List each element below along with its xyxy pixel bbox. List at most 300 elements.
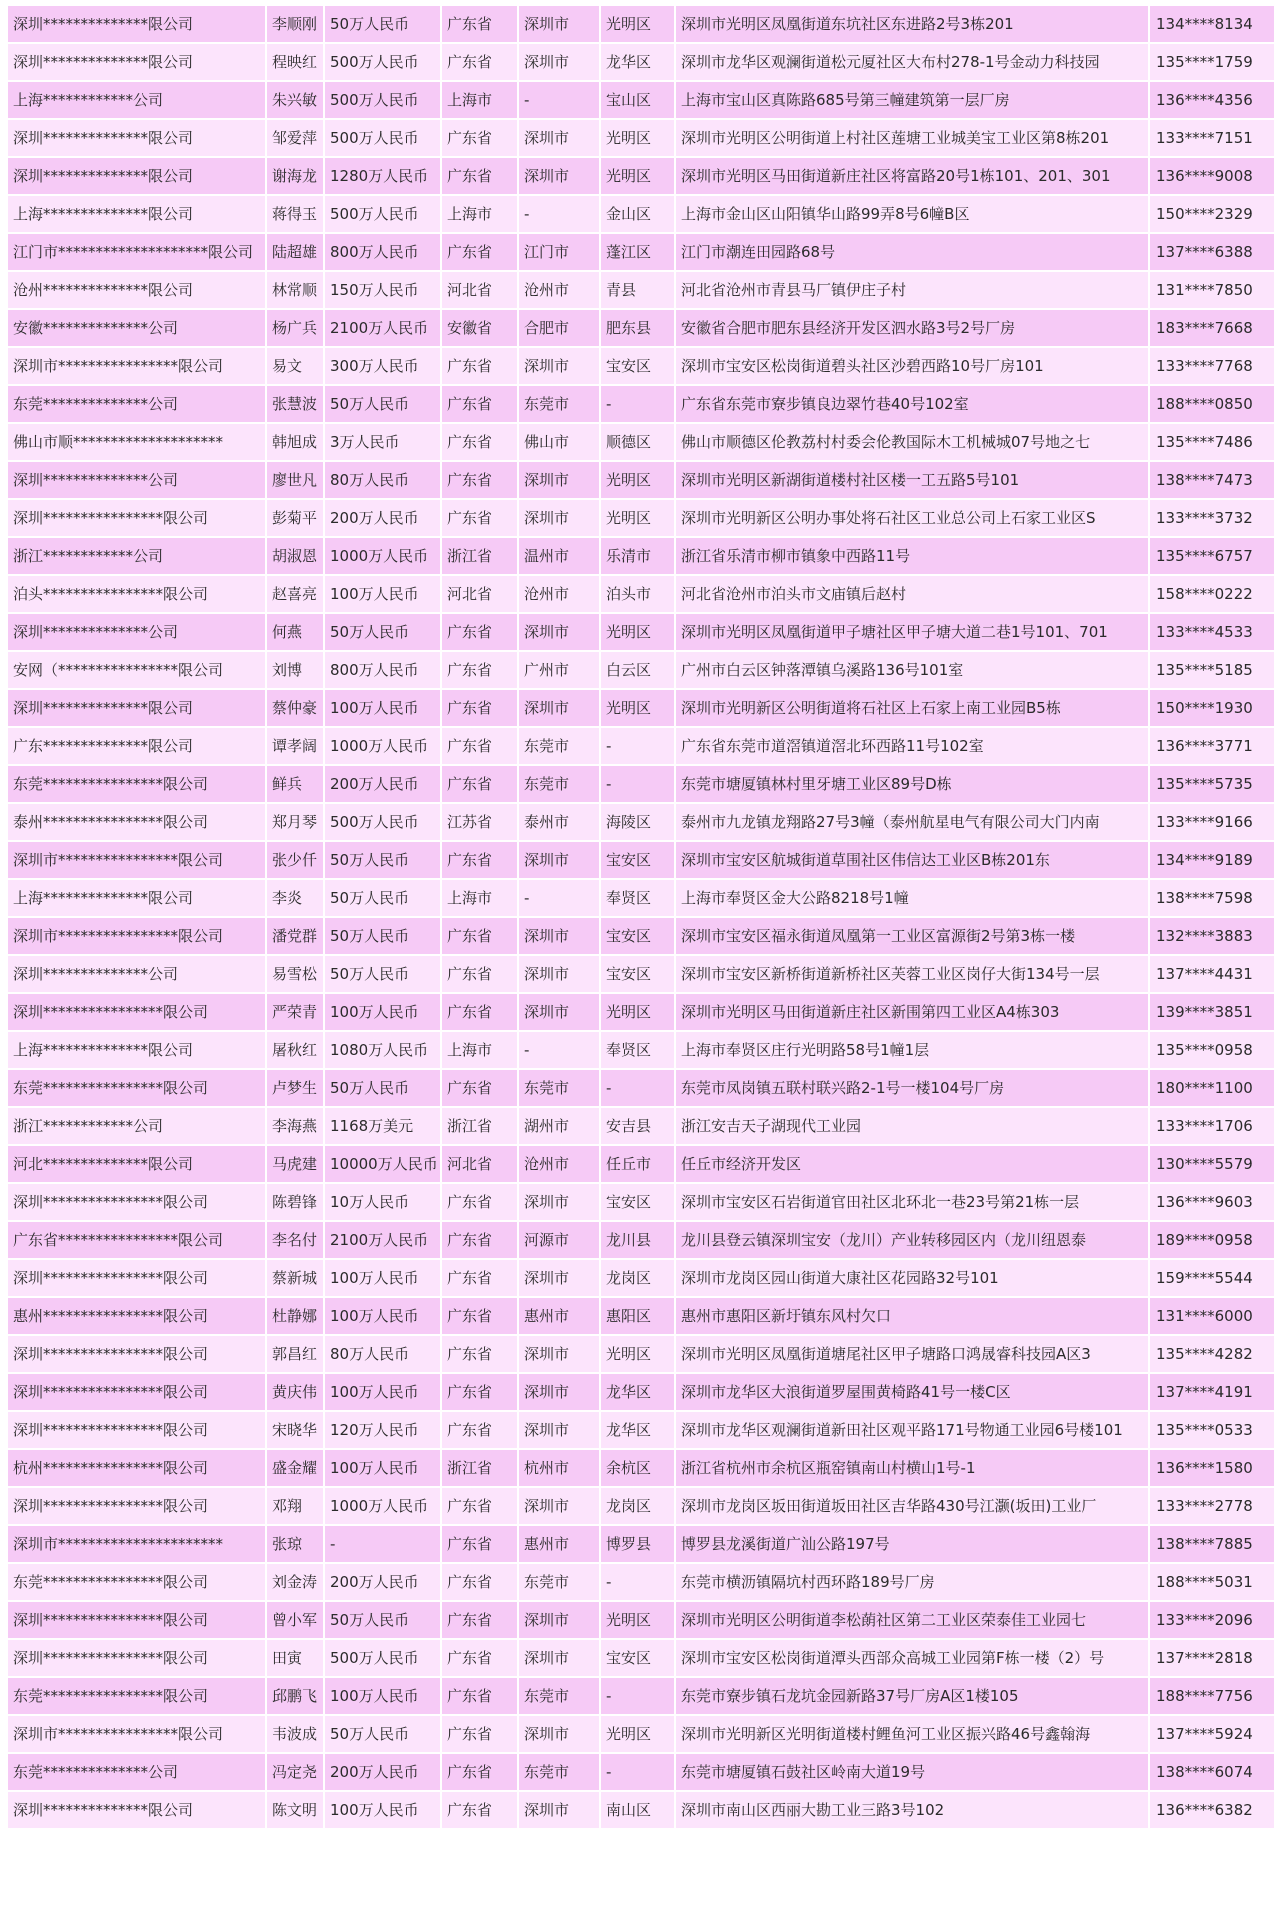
cell-district: 泊头市 xyxy=(601,576,674,612)
cell-company: 东莞****************限公司 xyxy=(8,1678,265,1714)
cell-company: 浙江************公司 xyxy=(8,1108,265,1144)
cell-contact: 蒋得玉 xyxy=(267,196,323,232)
cell-province: 广东省 xyxy=(442,1602,517,1638)
cell-address: 河北省沧州市青县马厂镇伊庄子村 xyxy=(676,272,1148,308)
cell-contact: 易文 xyxy=(267,348,323,384)
cell-city: 深圳市 xyxy=(519,614,599,650)
cell-province: 安徽省 xyxy=(442,310,517,346)
table-row xyxy=(8,386,1274,422)
cell-district: 光明区 xyxy=(601,158,674,194)
table-row xyxy=(8,690,1274,726)
cell-district: - xyxy=(601,1564,674,1600)
cell-address: 深圳市光明新区公明办事处将石社区工业总公司上石家工业区S xyxy=(676,500,1148,536)
cell-phone: 138****7598 xyxy=(1150,880,1274,916)
cell-phone: 138****6074 xyxy=(1150,1754,1274,1790)
cell-district: - xyxy=(601,728,674,764)
cell-phone: 133****2096 xyxy=(1150,1602,1274,1638)
cell-contact: 韩旭成 xyxy=(267,424,323,460)
cell-capital: 80万人民币 xyxy=(325,462,440,498)
cell-company: 东莞**************公司 xyxy=(8,386,265,422)
cell-contact: 张慧波 xyxy=(267,386,323,422)
cell-company: 深圳**************公司 xyxy=(8,614,265,650)
cell-address: 浙江省杭州市余杭区瓶窑镇南山村横山1号-1 xyxy=(676,1450,1148,1486)
cell-address: 博罗县龙溪街道广汕公路197号 xyxy=(676,1526,1148,1562)
cell-district: 余杭区 xyxy=(601,1450,674,1486)
cell-district: 安吉县 xyxy=(601,1108,674,1144)
cell-city: 深圳市 xyxy=(519,1184,599,1220)
cell-province: 广东省 xyxy=(442,1792,517,1828)
cell-city: 东莞市 xyxy=(519,1678,599,1714)
cell-city: 深圳市 xyxy=(519,348,599,384)
cell-contact: 杜静娜 xyxy=(267,1298,323,1334)
cell-province: 广东省 xyxy=(442,462,517,498)
table-row xyxy=(8,462,1274,498)
table-row xyxy=(8,1488,1274,1524)
cell-company: 深圳****************限公司 xyxy=(8,1184,265,1220)
cell-phone: 133****4533 xyxy=(1150,614,1274,650)
table-row xyxy=(8,766,1274,802)
cell-capital: 50万人民币 xyxy=(325,6,440,42)
cell-district: 龙岗区 xyxy=(601,1260,674,1296)
cell-contact: 李海燕 xyxy=(267,1108,323,1144)
cell-address: 深圳市光明新区光明街道楼村鲤鱼河工业区振兴路46号鑫翰海 xyxy=(676,1716,1148,1752)
cell-phone: 133****3732 xyxy=(1150,500,1274,536)
table-row xyxy=(8,310,1274,346)
cell-phone: 133****1706 xyxy=(1150,1108,1274,1144)
cell-capital: 500万人民币 xyxy=(325,44,440,80)
cell-capital: 3万人民币 xyxy=(325,424,440,460)
cell-city: 惠州市 xyxy=(519,1298,599,1334)
cell-capital: 50万人民币 xyxy=(325,614,440,650)
cell-capital: 100万人民币 xyxy=(325,690,440,726)
cell-capital: 50万人民币 xyxy=(325,842,440,878)
cell-city: - xyxy=(519,1032,599,1068)
cell-capital: 500万人民币 xyxy=(325,804,440,840)
cell-contact: 陈文明 xyxy=(267,1792,323,1828)
cell-province: 广东省 xyxy=(442,956,517,992)
cell-phone: 138****7885 xyxy=(1150,1526,1274,1562)
table-row xyxy=(8,1070,1274,1106)
cell-district: 宝安区 xyxy=(601,956,674,992)
cell-capital: 120万人民币 xyxy=(325,1412,440,1448)
cell-city: 沧州市 xyxy=(519,1146,599,1182)
cell-phone: 150****1930 xyxy=(1150,690,1274,726)
cell-district: 宝安区 xyxy=(601,842,674,878)
cell-phone: 136****3771 xyxy=(1150,728,1274,764)
cell-province: 河北省 xyxy=(442,1146,517,1182)
cell-province: 上海市 xyxy=(442,880,517,916)
table-row xyxy=(8,44,1274,80)
cell-contact: 屠秋红 xyxy=(267,1032,323,1068)
cell-province: 广东省 xyxy=(442,1526,517,1562)
cell-address: 东莞市寮步镇石龙坑金园新路37号厂房A区1楼105 xyxy=(676,1678,1148,1714)
cell-address: 深圳市光明区凤凰街道东坑社区东进路2号3栋201 xyxy=(676,6,1148,42)
cell-city: 深圳市 xyxy=(519,500,599,536)
cell-city: 深圳市 xyxy=(519,120,599,156)
cell-capital: 100万人民币 xyxy=(325,1298,440,1334)
cell-province: 广东省 xyxy=(442,500,517,536)
cell-district: 奉贤区 xyxy=(601,1032,674,1068)
cell-contact: 张少仟 xyxy=(267,842,323,878)
cell-address: 深圳市宝安区石岩街道官田社区北环北一巷23号第21栋一层 xyxy=(676,1184,1148,1220)
cell-city: 合肥市 xyxy=(519,310,599,346)
cell-contact: 程映红 xyxy=(267,44,323,80)
cell-province: 上海市 xyxy=(442,82,517,118)
cell-capital: 50万人民币 xyxy=(325,386,440,422)
cell-district: 宝安区 xyxy=(601,918,674,954)
cell-company: 上海**************限公司 xyxy=(8,196,265,232)
cell-province: 广东省 xyxy=(442,1754,517,1790)
cell-contact: 宋晓华 xyxy=(267,1412,323,1448)
cell-province: 广东省 xyxy=(442,1678,517,1714)
cell-address: 深圳市光明新区公明街道将石社区上石家上南工业园B5栋 xyxy=(676,690,1148,726)
table-row xyxy=(8,576,1274,612)
table-row xyxy=(8,1222,1274,1258)
table-row xyxy=(8,1374,1274,1410)
cell-company: 深圳市********************** xyxy=(8,1526,265,1562)
cell-phone: 135****7486 xyxy=(1150,424,1274,460)
cell-capital: 500万人民币 xyxy=(325,82,440,118)
cell-contact: 卢梦生 xyxy=(267,1070,323,1106)
cell-city: 深圳市 xyxy=(519,1336,599,1372)
table-row xyxy=(8,1146,1274,1182)
cell-phone: 180****1100 xyxy=(1150,1070,1274,1106)
cell-province: 广东省 xyxy=(442,1374,517,1410)
cell-province: 广东省 xyxy=(442,994,517,1030)
cell-address: 佛山市顺德区伦教荔村村委会伦教国际木工机械城07号地之七 xyxy=(676,424,1148,460)
cell-phone: 188****5031 xyxy=(1150,1564,1274,1600)
cell-province: 广东省 xyxy=(442,158,517,194)
cell-company: 泊头****************限公司 xyxy=(8,576,265,612)
cell-district: 光明区 xyxy=(601,462,674,498)
cell-phone: 137****4431 xyxy=(1150,956,1274,992)
cell-district: - xyxy=(601,1070,674,1106)
cell-contact: 田寅 xyxy=(267,1640,323,1676)
cell-district: - xyxy=(601,386,674,422)
cell-province: 浙江省 xyxy=(442,538,517,574)
cell-capital: 200万人民币 xyxy=(325,500,440,536)
cell-contact: 李顺刚 xyxy=(267,6,323,42)
cell-company: 沧州**************限公司 xyxy=(8,272,265,308)
table-row xyxy=(8,956,1274,992)
cell-city: 惠州市 xyxy=(519,1526,599,1562)
cell-company: 深圳**************限公司 xyxy=(8,1792,265,1828)
cell-capital: 200万人民币 xyxy=(325,1564,440,1600)
cell-province: 广东省 xyxy=(442,1640,517,1676)
cell-city: 深圳市 xyxy=(519,1716,599,1752)
cell-address: 深圳市光明区马田街道新庄社区新围第四工业区A4栋303 xyxy=(676,994,1148,1030)
cell-province: 河北省 xyxy=(442,272,517,308)
table-row xyxy=(8,1792,1274,1828)
table-row xyxy=(8,1754,1274,1790)
cell-district: 顺德区 xyxy=(601,424,674,460)
cell-phone: 135****0958 xyxy=(1150,1032,1274,1068)
table-row xyxy=(8,158,1274,194)
cell-phone: 158****0222 xyxy=(1150,576,1274,612)
cell-city: 深圳市 xyxy=(519,918,599,954)
cell-district: 龙华区 xyxy=(601,1412,674,1448)
cell-district: 白云区 xyxy=(601,652,674,688)
cell-city: 广州市 xyxy=(519,652,599,688)
cell-province: 广东省 xyxy=(442,652,517,688)
cell-district: 乐清市 xyxy=(601,538,674,574)
cell-district: 惠阳区 xyxy=(601,1298,674,1334)
cell-address: 东莞市塘厦镇石鼓社区岭南大道19号 xyxy=(676,1754,1148,1790)
cell-phone: 134****8134 xyxy=(1150,6,1274,42)
table-row xyxy=(8,728,1274,764)
table-row xyxy=(8,1412,1274,1448)
cell-capital: 200万人民币 xyxy=(325,1754,440,1790)
cell-district: 海陵区 xyxy=(601,804,674,840)
cell-district: 奉贤区 xyxy=(601,880,674,916)
cell-address: 浙江安吉天子湖现代工业园 xyxy=(676,1108,1148,1144)
cell-company: 深圳市****************限公司 xyxy=(8,918,265,954)
cell-contact: 林常顺 xyxy=(267,272,323,308)
table-row xyxy=(8,1678,1274,1714)
cell-address: 深圳市光明区凤凰街道塘尾社区甲子塘路口鸿晟睿科技园A区3 xyxy=(676,1336,1148,1372)
cell-city: 深圳市 xyxy=(519,1260,599,1296)
cell-city: 东莞市 xyxy=(519,1070,599,1106)
cell-contact: 刘博 xyxy=(267,652,323,688)
cell-company: 深圳****************限公司 xyxy=(8,1640,265,1676)
cell-company: 深圳**************限公司 xyxy=(8,6,265,42)
cell-city: 沧州市 xyxy=(519,576,599,612)
cell-capital: 50万人民币 xyxy=(325,1602,440,1638)
cell-city: 深圳市 xyxy=(519,994,599,1030)
table-row xyxy=(8,1184,1274,1220)
table-row xyxy=(8,348,1274,384)
cell-company: 上海************公司 xyxy=(8,82,265,118)
cell-phone: 133****7151 xyxy=(1150,120,1274,156)
cell-city: 东莞市 xyxy=(519,766,599,802)
cell-company: 上海**************限公司 xyxy=(8,880,265,916)
cell-contact: 鲜兵 xyxy=(267,766,323,802)
cell-address: 上海市金山区山阳镇华山路99弄8号6幢B区 xyxy=(676,196,1148,232)
table-row xyxy=(8,1298,1274,1334)
cell-capital: 80万人民币 xyxy=(325,1336,440,1372)
cell-address: 深圳市南山区西丽大勘工业三路3号102 xyxy=(676,1792,1148,1828)
cell-company: 上海**************限公司 xyxy=(8,1032,265,1068)
cell-company: 深圳**************限公司 xyxy=(8,690,265,726)
cell-address: 上海市奉贤区金大公路8218号1幢 xyxy=(676,880,1148,916)
cell-contact: 刘金涛 xyxy=(267,1564,323,1600)
cell-contact: 邓翔 xyxy=(267,1488,323,1524)
cell-city: 杭州市 xyxy=(519,1450,599,1486)
cell-company: 深圳****************限公司 xyxy=(8,1336,265,1372)
cell-contact: 谢海龙 xyxy=(267,158,323,194)
table-row xyxy=(8,614,1274,650)
cell-district: 肥东县 xyxy=(601,310,674,346)
cell-city: 深圳市 xyxy=(519,1374,599,1410)
cell-city: - xyxy=(519,880,599,916)
cell-contact: 蔡仲豪 xyxy=(267,690,323,726)
cell-city: 深圳市 xyxy=(519,1640,599,1676)
cell-city: 深圳市 xyxy=(519,1412,599,1448)
cell-company: 深圳****************限公司 xyxy=(8,1602,265,1638)
table-row xyxy=(8,842,1274,878)
cell-phone: 136****4356 xyxy=(1150,82,1274,118)
cell-company: 深圳市****************限公司 xyxy=(8,348,265,384)
cell-address: 深圳市光明区公明街道上村社区莲塘工业城美宝工业区第8栋201 xyxy=(676,120,1148,156)
cell-city: 深圳市 xyxy=(519,1488,599,1524)
cell-district: 光明区 xyxy=(601,1336,674,1372)
cell-address: 广东省东莞市道滘镇道滘北环西路11号102室 xyxy=(676,728,1148,764)
cell-province: 广东省 xyxy=(442,1070,517,1106)
cell-capital: 100万人民币 xyxy=(325,1260,440,1296)
cell-phone: 137****4191 xyxy=(1150,1374,1274,1410)
cell-province: 广东省 xyxy=(442,1184,517,1220)
cell-district: 光明区 xyxy=(601,500,674,536)
cell-capital: 500万人民币 xyxy=(325,1640,440,1676)
cell-phone: 135****4282 xyxy=(1150,1336,1274,1372)
table-row xyxy=(8,424,1274,460)
cell-phone: 133****9166 xyxy=(1150,804,1274,840)
cell-address: 深圳市宝安区松岗街道潭头西部众高城工业园第F栋一楼（2）号 xyxy=(676,1640,1148,1676)
cell-city: 深圳市 xyxy=(519,690,599,726)
cell-province: 广东省 xyxy=(442,424,517,460)
cell-province: 广东省 xyxy=(442,728,517,764)
table-row xyxy=(8,196,1274,232)
cell-district: 金山区 xyxy=(601,196,674,232)
cell-province: 广东省 xyxy=(442,1222,517,1258)
cell-city: 深圳市 xyxy=(519,842,599,878)
cell-phone: 137****2818 xyxy=(1150,1640,1274,1676)
cell-contact: 朱兴敏 xyxy=(267,82,323,118)
cell-address: 深圳市宝安区福永街道凤凰第一工业区富源街2号第3栋一楼 xyxy=(676,918,1148,954)
table-row xyxy=(8,1526,1274,1562)
cell-province: 广东省 xyxy=(442,1488,517,1524)
cell-capital: 1000万人民币 xyxy=(325,538,440,574)
cell-contact: 马虎建 xyxy=(267,1146,323,1182)
cell-city: 东莞市 xyxy=(519,728,599,764)
cell-phone: 136****6382 xyxy=(1150,1792,1274,1828)
cell-address: 任丘市经济开发区 xyxy=(676,1146,1148,1182)
cell-contact: 陈碧锋 xyxy=(267,1184,323,1220)
cell-district: 龙华区 xyxy=(601,44,674,80)
cell-district: - xyxy=(601,766,674,802)
cell-company: 浙江************公司 xyxy=(8,538,265,574)
cell-company: 广东**************限公司 xyxy=(8,728,265,764)
cell-province: 上海市 xyxy=(442,196,517,232)
cell-province: 广东省 xyxy=(442,1412,517,1448)
cell-phone: 136****1580 xyxy=(1150,1450,1274,1486)
cell-address: 安徽省合肥市肥东县经济开发区泗水路3号2号厂房 xyxy=(676,310,1148,346)
table-row xyxy=(8,1602,1274,1638)
cell-contact: 何燕 xyxy=(267,614,323,650)
cell-capital: 50万人民币 xyxy=(325,1716,440,1752)
table-row xyxy=(8,918,1274,954)
cell-province: 江苏省 xyxy=(442,804,517,840)
cell-province: 广东省 xyxy=(442,1716,517,1752)
table-row xyxy=(8,804,1274,840)
cell-address: 深圳市宝安区松岗街道碧头社区沙碧西路10号厂房101 xyxy=(676,348,1148,384)
table-row xyxy=(8,6,1274,42)
cell-company: 深圳****************限公司 xyxy=(8,1412,265,1448)
cell-phone: 130****5579 xyxy=(1150,1146,1274,1182)
cell-address: 泰州市九龙镇龙翔路27号3幢（泰州航星电气有限公司大门内南 xyxy=(676,804,1148,840)
cell-city: 佛山市 xyxy=(519,424,599,460)
cell-district: 博罗县 xyxy=(601,1526,674,1562)
cell-contact: 陆超雄 xyxy=(267,234,323,270)
cell-phone: 137****6388 xyxy=(1150,234,1274,270)
cell-contact: 廖世凡 xyxy=(267,462,323,498)
cell-capital: 100万人民币 xyxy=(325,1374,440,1410)
cell-city: 河源市 xyxy=(519,1222,599,1258)
cell-capital: 500万人民币 xyxy=(325,120,440,156)
cell-city: - xyxy=(519,82,599,118)
cell-address: 深圳市光明区凤凰街道甲子塘社区甲子塘大道二巷1号101、701 xyxy=(676,614,1148,650)
cell-capital: 1000万人民币 xyxy=(325,1488,440,1524)
cell-address: 深圳市光明区新湖街道楼村社区楼一工五路5号101 xyxy=(676,462,1148,498)
cell-phone: 135****5185 xyxy=(1150,652,1274,688)
cell-contact: 严荣青 xyxy=(267,994,323,1030)
cell-province: 广东省 xyxy=(442,1564,517,1600)
cell-company: 深圳**************限公司 xyxy=(8,44,265,80)
cell-phone: 159****5544 xyxy=(1150,1260,1274,1296)
cell-company: 东莞**************公司 xyxy=(8,1754,265,1790)
cell-contact: 曾小军 xyxy=(267,1602,323,1638)
cell-capital: 200万人民币 xyxy=(325,766,440,802)
cell-province: 广东省 xyxy=(442,386,517,422)
cell-district: 宝安区 xyxy=(601,1640,674,1676)
cell-province: 上海市 xyxy=(442,1032,517,1068)
cell-contact: 郑月琴 xyxy=(267,804,323,840)
cell-capital: 300万人民币 xyxy=(325,348,440,384)
cell-district: 光明区 xyxy=(601,994,674,1030)
cell-province: 广东省 xyxy=(442,120,517,156)
cell-capital: 1168万美元 xyxy=(325,1108,440,1144)
table-row xyxy=(8,880,1274,916)
cell-address: 深圳市宝安区航城街道草围社区伟信达工业区B栋201东 xyxy=(676,842,1148,878)
cell-capital: 50万人民币 xyxy=(325,1070,440,1106)
cell-company: 江门市********************限公司 xyxy=(8,234,265,270)
cell-company: 深圳****************限公司 xyxy=(8,500,265,536)
company-table xyxy=(6,4,1276,1830)
cell-company: 深圳市****************限公司 xyxy=(8,1716,265,1752)
cell-contact: 谭孝阔 xyxy=(267,728,323,764)
cell-address: 龙川县登云镇深圳宝安（龙川）产业转移园区内（龙川纽恩泰 xyxy=(676,1222,1148,1258)
cell-phone: 188****0850 xyxy=(1150,386,1274,422)
cell-province: 广东省 xyxy=(442,348,517,384)
table-row xyxy=(8,1640,1274,1676)
cell-city: 东莞市 xyxy=(519,1754,599,1790)
cell-contact: 黄庆伟 xyxy=(267,1374,323,1410)
cell-district: 宝山区 xyxy=(601,82,674,118)
cell-contact: 冯定尧 xyxy=(267,1754,323,1790)
cell-city: 深圳市 xyxy=(519,462,599,498)
cell-city: 深圳市 xyxy=(519,956,599,992)
cell-province: 浙江省 xyxy=(442,1450,517,1486)
cell-capital: 500万人民币 xyxy=(325,196,440,232)
cell-city: 温州市 xyxy=(519,538,599,574)
cell-city: 深圳市 xyxy=(519,1602,599,1638)
cell-province: 广东省 xyxy=(442,842,517,878)
cell-company: 泰州****************限公司 xyxy=(8,804,265,840)
cell-city: 湖州市 xyxy=(519,1108,599,1144)
cell-company: 惠州****************限公司 xyxy=(8,1298,265,1334)
cell-district: 光明区 xyxy=(601,1716,674,1752)
cell-phone: 136****9603 xyxy=(1150,1184,1274,1220)
cell-contact: 邹爱萍 xyxy=(267,120,323,156)
cell-city: 深圳市 xyxy=(519,44,599,80)
cell-province: 广东省 xyxy=(442,1298,517,1334)
cell-capital: 150万人民币 xyxy=(325,272,440,308)
cell-phone: 132****3883 xyxy=(1150,918,1274,954)
cell-address: 东莞市凤岗镇五联村联兴路2-1号一楼104号厂房 xyxy=(676,1070,1148,1106)
cell-city: 东莞市 xyxy=(519,386,599,422)
cell-district: - xyxy=(601,1754,674,1790)
cell-city: 江门市 xyxy=(519,234,599,270)
